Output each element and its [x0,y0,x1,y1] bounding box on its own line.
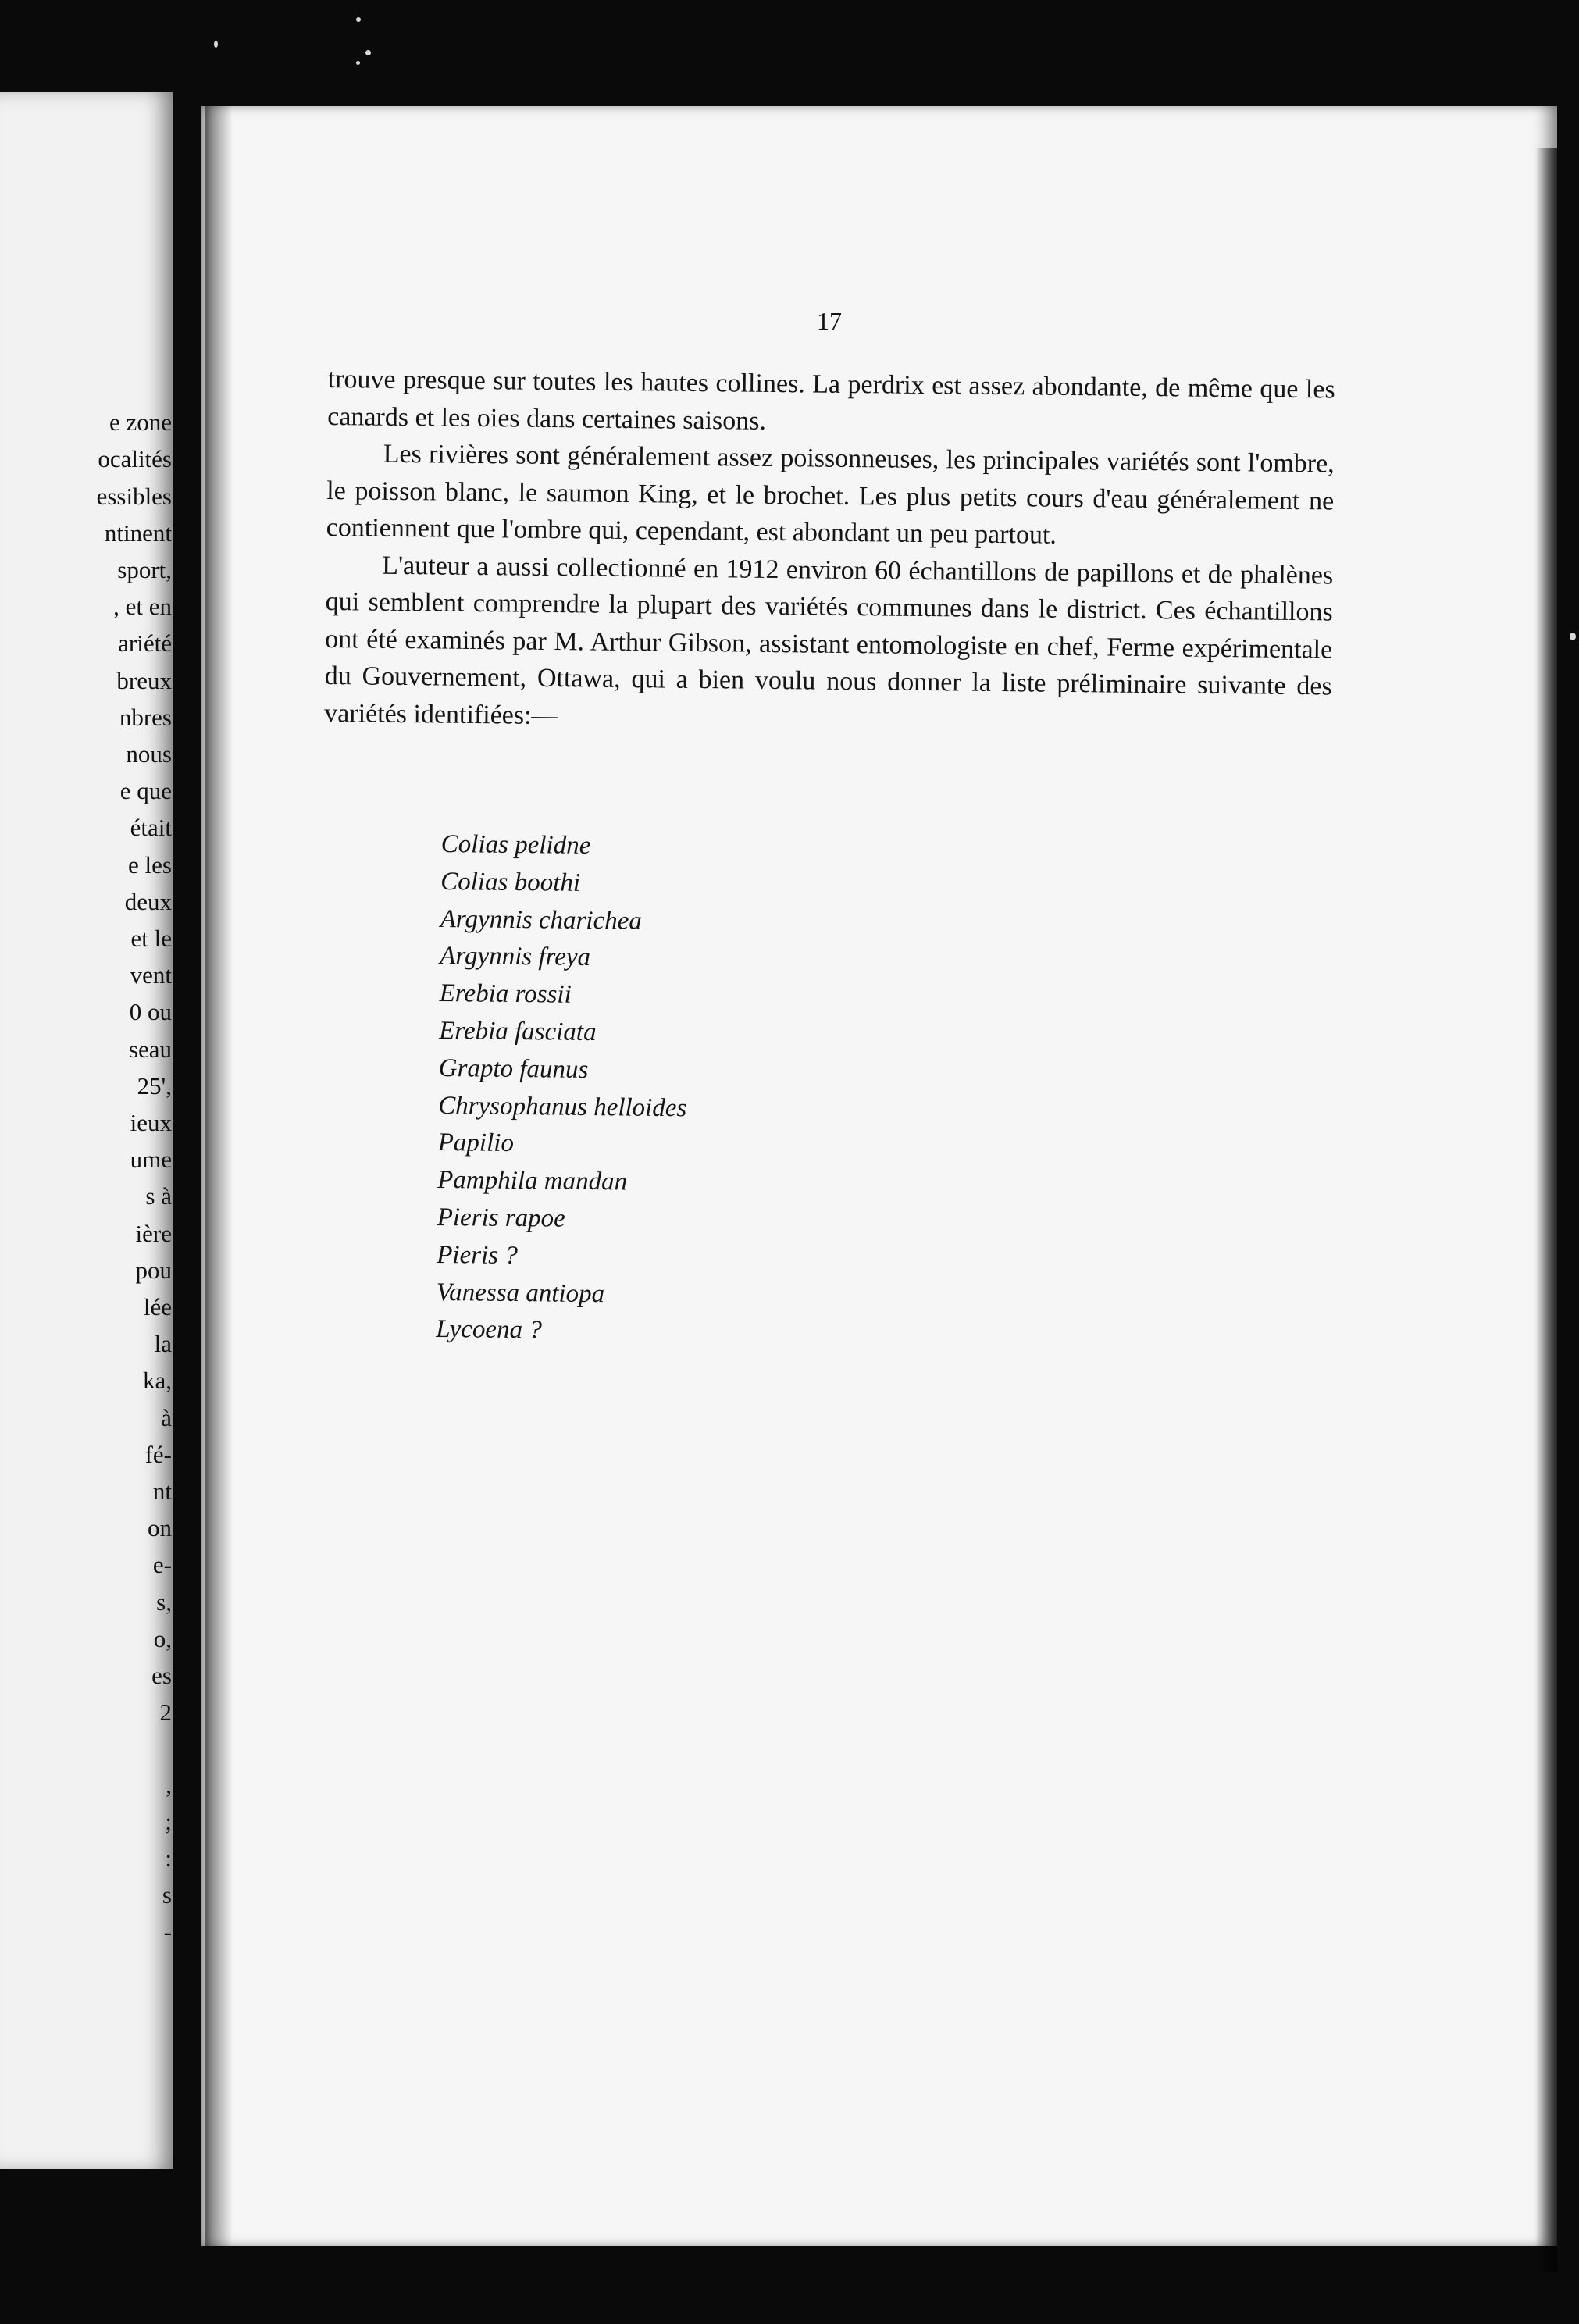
left-page-line: ière [135,1220,172,1247]
scan-speck [356,17,361,22]
paragraph: L'auteur a aussi collectionné en 1912 environ 60 échantillons de papillons et de phalènes qui semblent comprendre la plupart des variétés communes dans le district. Ces échantillons ont été examinés par M. Arthur Gibson, assistant entomologiste en chef, Ferme expérimentale du Gouvernement, Ottawa, qui a bien voulu nous donner la liste préliminaire suivante des variétés identifiées:— [324,551,1334,730]
species-item: Colias pelidne [440,829,591,861]
paragraph: trouve presque sur toutes les hautes collines. La perdrix est assez abondante, de même que les canards et les oies dans certaines saisons. [327,364,1335,436]
left-page-line: ieux [130,1109,172,1136]
scan-speck [1570,633,1576,640]
left-page-line: fé- [144,1441,172,1468]
page-edge-shadow [1535,148,1557,2272]
left-page-line: nous [126,740,172,768]
left-page [0,92,173,2169]
species-item: Erebia rossii [439,979,572,1009]
left-page-line: s [162,1881,172,1909]
left-page-line: o, [153,1625,172,1652]
species-item: Papilio [437,1128,515,1158]
left-page-line: seau [128,1035,172,1063]
left-page-line: ariété [118,629,172,657]
left-page-line: deux [124,888,172,915]
left-page-line: , [166,1771,172,1798]
species-item: Lycoena ? [436,1315,542,1345]
left-page-line: ocalités [98,445,172,472]
left-page-line: et le [130,925,172,952]
left-page-line: 2 [159,1698,172,1726]
left-page-line: vent [130,961,172,989]
left-page-line: nt [152,1477,172,1505]
species-item: Vanessa antiopa [436,1278,605,1308]
species-list [436,826,690,1351]
left-page-line: - [163,1918,172,1945]
scan-speck [365,50,371,55]
page-number: 17 [817,307,842,335]
left-page-line: , et en [113,593,172,620]
left-page-line: e que [119,777,172,804]
species-item: Colias boothi [440,867,581,897]
species-item: Erebia fasciata [439,1016,597,1047]
scan-speck [356,61,360,65]
species-item: Pamphila mandan [437,1166,628,1196]
left-page-line: sport, [117,556,172,583]
species-item: Chrysophanus helloides [438,1091,687,1122]
left-page-line: s, [156,1588,172,1616]
left-page-line: ka, [142,1367,172,1394]
paragraph: Les rivières sont généralement assez poissonneuses, les principales variétés sont l'ombre, le poisson blanc, le saumon King, et le brochet. Les plus petits cours d'eau généralement ne contiennent que l'ombre qui, cependant, est abondant un peu partout. [326,439,1335,550]
left-page-line: était [130,814,172,841]
left-page-line: e zone [109,408,172,436]
page-binding-shadow [205,106,233,2246]
left-page-line: à [161,1404,172,1431]
left-page-line: nbres [119,704,172,731]
left-page-line: ; [165,1808,172,1835]
left-page-line: es [151,1662,172,1689]
left-page-line: 25', [137,1072,172,1100]
left-page-line: ume [130,1146,172,1173]
species-item: Pieris ? [437,1240,519,1270]
left-page-line: e les [128,851,172,879]
left-page-line: breux [116,667,172,694]
left-page-line: la [154,1330,172,1357]
species-item: Grapto faunus [438,1053,589,1084]
left-page-line: s à [145,1182,172,1210]
left-page-line: pou [135,1256,172,1284]
scan-speck [214,41,218,48]
left-page-line: essibles [96,483,172,510]
left-page-line: ntinent [104,519,172,547]
left-page-line: e- [152,1551,172,1578]
left-page-line: on [148,1514,172,1542]
species-item: Argynnis freya [440,942,591,972]
species-item: Pieris rapoe [437,1203,566,1233]
species-item: Argynnis charichea [440,904,643,936]
left-page-line: : [165,1845,172,1872]
left-page-line: lée [143,1293,172,1321]
left-page-line: 0 ou [129,998,172,1025]
body-text [324,361,1335,742]
